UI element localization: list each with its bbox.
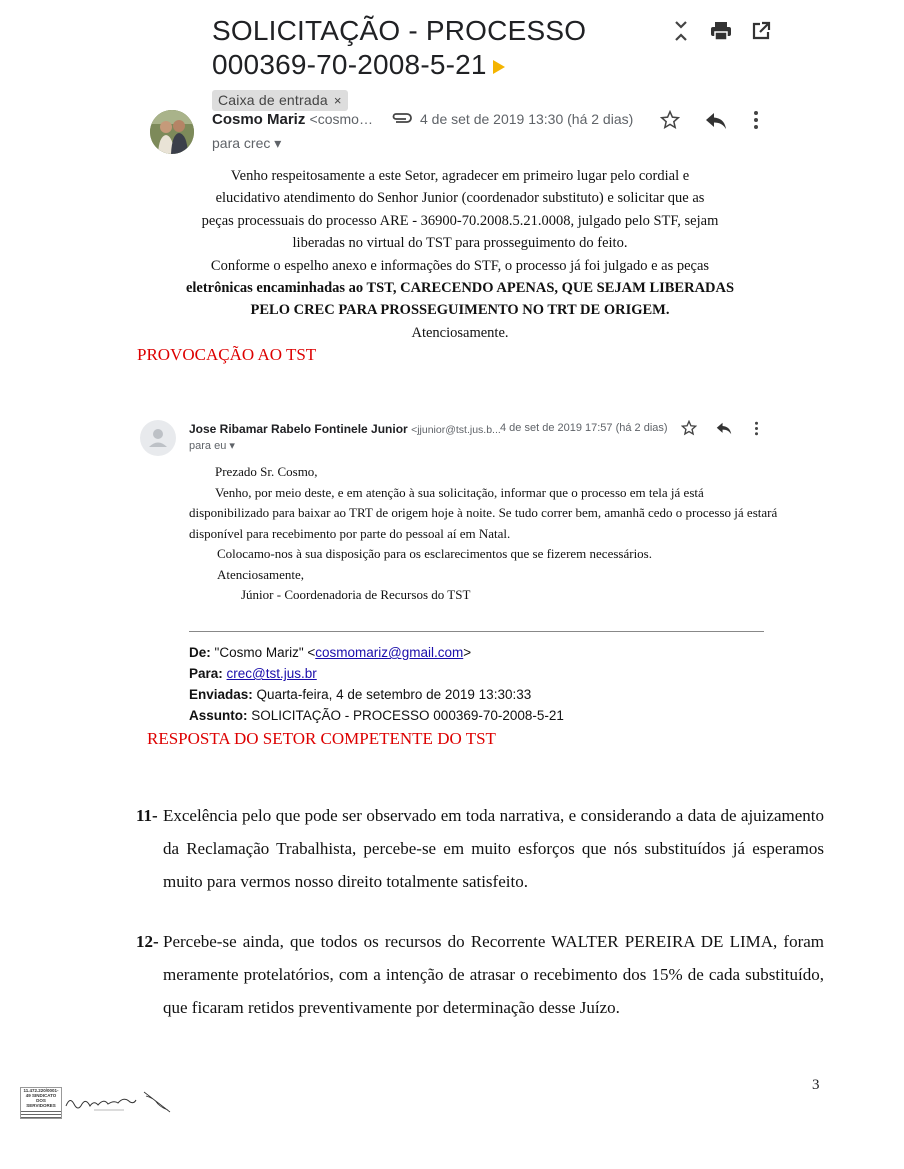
star-icon[interactable] bbox=[660, 110, 680, 135]
quoted-sent bbox=[189, 684, 564, 705]
to-email-link[interactable]: crec@tst.jus.br bbox=[226, 666, 317, 681]
sent-label: Enviadas: bbox=[189, 687, 253, 702]
sent-value: Quarta-feira, 4 de setembro de 2019 13:30:33 bbox=[256, 687, 532, 702]
reply-paragraph: Colocamo-nos à sua disposição para os esclarecimentos que se fizerem necessários. bbox=[217, 546, 652, 561]
inbox-label-chip[interactable] bbox=[212, 90, 348, 111]
expand-collapse-icon[interactable] bbox=[668, 18, 694, 44]
stamp-text: 11.472.220/0001-49 SINDICATO DOS SERVIDORES bbox=[23, 1088, 59, 1108]
caption-resposta: RESPOSTA DO SETOR COMPETENTE DO TST bbox=[147, 729, 496, 748]
star-icon[interactable] bbox=[681, 420, 697, 441]
page-number: 3 bbox=[812, 1077, 820, 1093]
email-subject bbox=[212, 14, 642, 116]
body-line: Atenciosamente. bbox=[411, 324, 509, 341]
recipient-details[interactable] bbox=[212, 135, 281, 152]
recipient-text: para eu bbox=[189, 440, 227, 452]
quoted-to bbox=[189, 663, 564, 684]
sender-avatar[interactable] bbox=[150, 110, 194, 154]
closing: Atenciosamente, bbox=[217, 566, 304, 582]
body-line: eletrônicas encaminhadas ao TST, CARECENDO APENAS, QUE SEJAM LIBERADAS bbox=[185, 280, 735, 297]
sender-name[interactable]: Cosmo Mariz bbox=[212, 111, 306, 128]
paragraph-text: Percebe-se ainda, que todos os recursos do Recorrente WALTER PEREIRA DE LIMA, foram meramente protelatórios, com a intenção de atrasar o recebimento dos 15% de cada substituído, que ficaram retidos preventivamente por determinação desse Juízo. bbox=[163, 932, 824, 1017]
attachment-icon bbox=[390, 110, 414, 131]
from-end: > bbox=[463, 645, 472, 660]
email-body bbox=[180, 165, 740, 344]
from-label: De: bbox=[189, 645, 211, 660]
body-line: PELO CREC PARA PROSSEGUIMENTO NO TRT DE ORIGEM. bbox=[250, 302, 670, 319]
body-line: liberadas no virtual do TST para prosseguimento do feito. bbox=[292, 235, 628, 252]
more-options-icon[interactable] bbox=[754, 421, 759, 441]
chevron-down-icon[interactable]: ▾ bbox=[274, 135, 282, 151]
greeting: Prezado Sr. Cosmo, bbox=[215, 464, 318, 479]
sender-email: <jjunior@tst.jus.b... bbox=[411, 424, 501, 436]
body-line: Venho respeitosamente a este Setor, agradecer em primeiro lugar pelo cordial e bbox=[230, 168, 690, 184]
inbox-label-text: Caixa de entrada bbox=[218, 92, 328, 109]
from-email-link[interactable]: cosmomariz@gmail.com bbox=[315, 645, 464, 660]
organization-stamp bbox=[20, 1087, 62, 1119]
important-marker-icon[interactable] bbox=[493, 60, 505, 74]
chevron-down-icon[interactable]: ▾ bbox=[229, 440, 235, 452]
sender-email: <cosmo… bbox=[309, 111, 373, 127]
open-in-new-window-icon[interactable] bbox=[748, 18, 774, 44]
recipient-text: para crec bbox=[212, 135, 271, 151]
reply-body bbox=[189, 462, 779, 606]
reply-icon[interactable] bbox=[716, 422, 732, 440]
body-line: peças processuais do processo ARE - 36900-70.2008.5.21.0008, julgado pelo STF, sejam bbox=[201, 212, 719, 229]
body-line: Conforme o espelho anexo e informações do STF, o processo já foi julgado e as peças bbox=[210, 257, 710, 274]
paragraph-text: Excelência pelo que pode ser observado em toda narrativa, e considerando a data de ajuizamento da Reclamação Trabalhista, percebe-se em muito esforços que nós substituídos já esperamos muito para vermos nosso direito totalmente satisfeito. bbox=[163, 806, 824, 891]
body-line: elucidativo atendimento do Senhor Junior (coordenador substituto) e solicitar que as bbox=[215, 190, 705, 207]
from-name: "Cosmo Mariz" < bbox=[214, 645, 316, 660]
rubric-signature bbox=[142, 1088, 172, 1116]
quoted-header bbox=[189, 642, 564, 726]
paragraph-number: 11- bbox=[136, 806, 158, 825]
signature: Júnior - Coordenadoria de Recursos do TST bbox=[241, 587, 471, 602]
email-date: 4 de set de 2019 13:30 (há 2 dias) bbox=[420, 111, 634, 127]
numbered-paragraph bbox=[136, 799, 824, 898]
sender-line bbox=[212, 111, 373, 128]
recipient-details[interactable] bbox=[189, 439, 235, 452]
subject-text: SOLICITAÇÃO - PROCESSO 000369-70-2008-5-21 bbox=[212, 15, 587, 80]
reply-paragraph: Venho, por meio deste, e em atenção à sua solicitação, informar que o processo em tela já está disponibilizado para baixar ao TRT de origem hoje à noite. Se tudo correr bem, amanhã cedo o processo já estará disponível para recebimento por parte do pessoal aí em Natal. bbox=[189, 484, 778, 541]
sender-name[interactable]: Jose Ribamar Rabelo Fontinele Junior bbox=[189, 422, 408, 436]
reply-icon[interactable] bbox=[705, 112, 727, 135]
to-label: Para: bbox=[189, 666, 223, 681]
remove-label-icon[interactable]: × bbox=[333, 93, 342, 109]
caption-provocacao: PROVOCAÇÃO AO TST bbox=[137, 345, 317, 364]
subject-label: Assunto: bbox=[189, 708, 248, 723]
paragraph-number: 12- bbox=[136, 932, 159, 951]
handwritten-signature bbox=[64, 1092, 138, 1116]
more-options-icon[interactable] bbox=[753, 110, 759, 135]
divider bbox=[189, 631, 764, 632]
subject-value: SOLICITAÇÃO - PROCESSO 000369-70-2008-5-21 bbox=[251, 708, 564, 723]
email-date: 4 de set de 2019 17:57 (há 2 dias) bbox=[500, 422, 668, 434]
sender-avatar-placeholder[interactable] bbox=[140, 420, 176, 456]
print-icon[interactable] bbox=[708, 18, 734, 44]
quoted-subject bbox=[189, 705, 564, 726]
quoted-from bbox=[189, 642, 564, 663]
sender-line bbox=[189, 422, 501, 436]
numbered-paragraph bbox=[136, 925, 824, 1024]
